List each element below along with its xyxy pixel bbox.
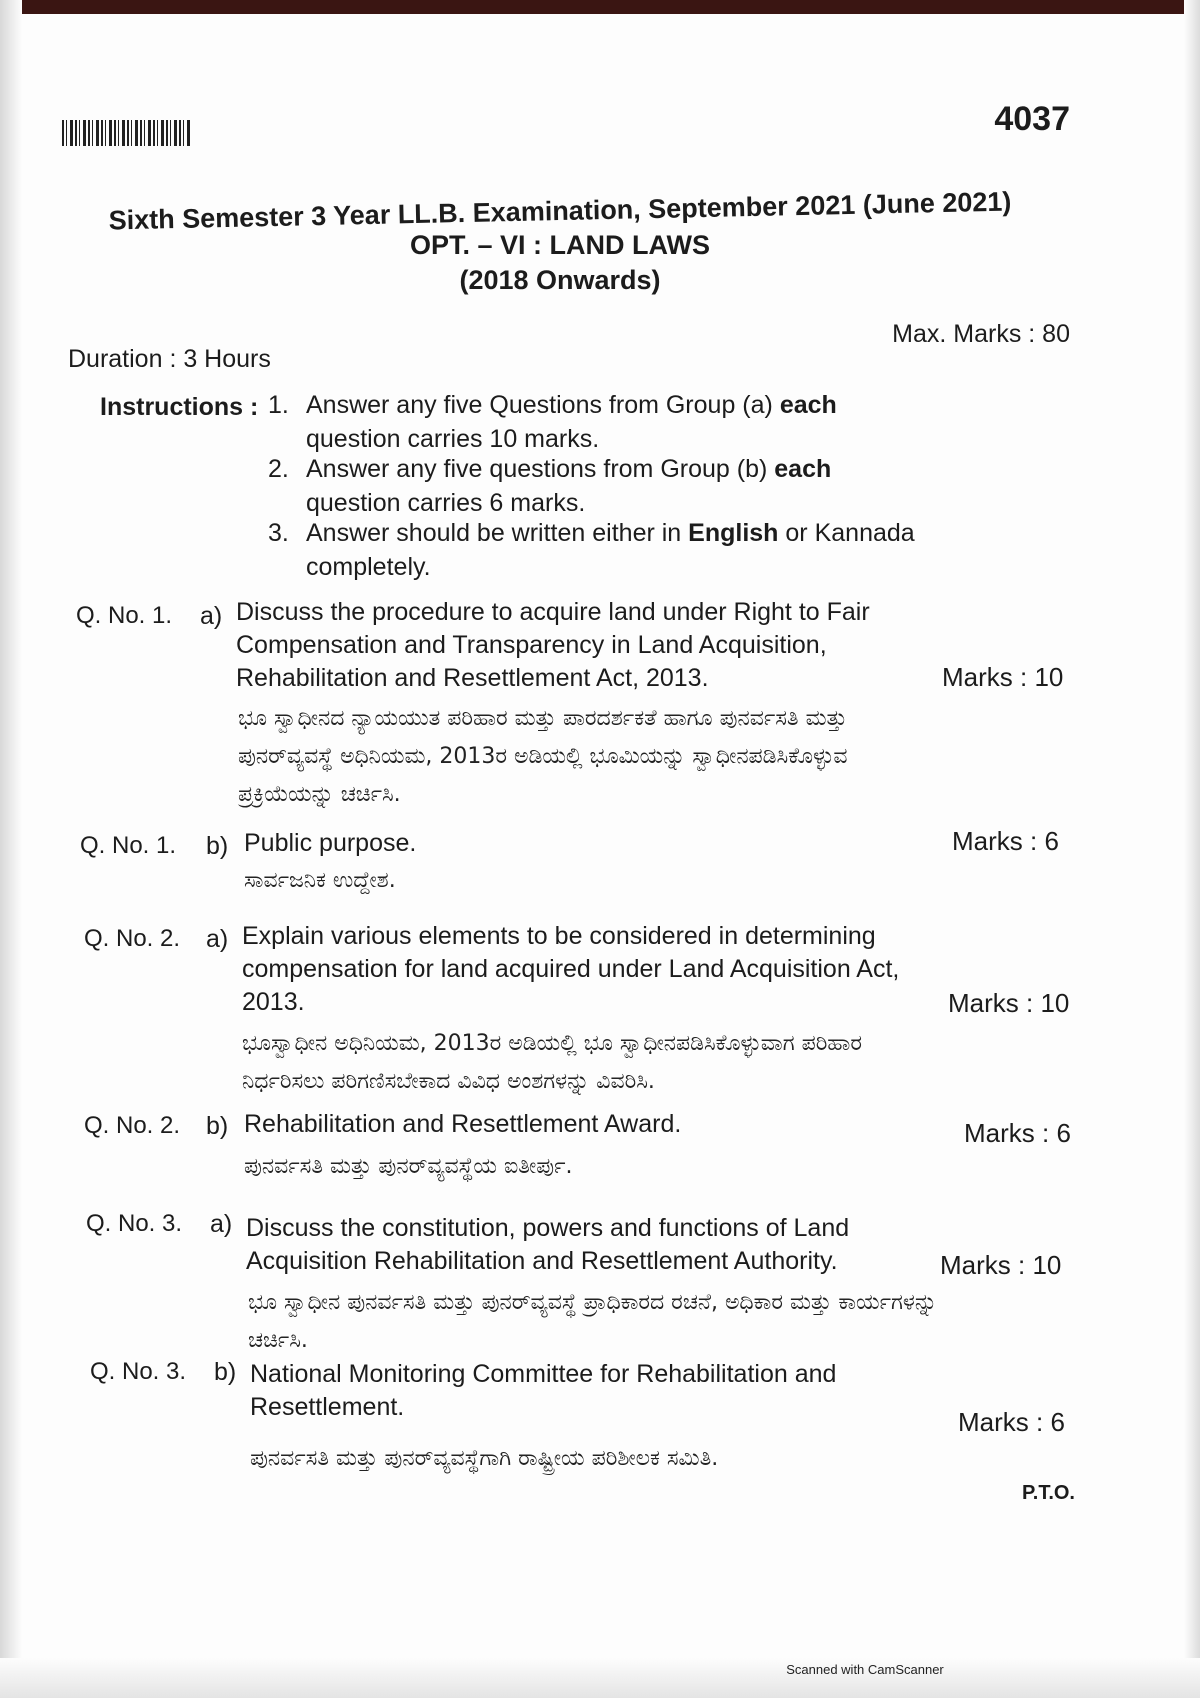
question-part: a): [206, 925, 229, 953]
question-marks: Marks : 6: [952, 826, 1059, 856]
instruction-number: 3.: [268, 519, 289, 547]
instruction-text: [306, 516, 928, 584]
instruction-text-end: question carries 6 marks.: [306, 489, 586, 517]
question-number: Q. No. 1.: [76, 602, 173, 629]
instruction-bold-word: each: [779, 391, 837, 419]
question-number: Q. No. 1.: [80, 832, 177, 859]
scheme-label: (2018 Onwards): [459, 265, 661, 295]
question-text-kannada: ಪುನರ್ವಸತಿ ಮತ್ತು ಪುನರ್‌ವ್ಯವಸ್ಥೆಯ ಐತೀರ್ಪು.: [244, 1154, 573, 1179]
question-text-kannada: ಭೂ ಸ್ವಾಧೀನ ಪುನರ್ವಸತಿ ಮತ್ತು ಪುನರ್‌ವ್ಯವಸ್ಥೆ ಪ್ರಾಧಿಕಾರದ ರಚನೆ, ಅಧಿಕಾರ ಮತ್ತು ಕಾರ್ಯಗಳನ್ನು ಚರ್ಚಿಸಿ.: [248, 1290, 938, 1353]
question-number: Q. No. 2.: [84, 1112, 181, 1139]
question-text-english: Rehabilitation and Resettlement Award.: [244, 1110, 682, 1138]
question-text-kannada: ಭೂ ಸ್ವಾಧೀನದ ನ್ಯಾಯಯುತ ಪರಿಹಾರ ಮತ್ತು ಪಾರದರ್ಶಕತೆ ಹಾಗೂ ಪುನರ್ವಸತಿ ಮತ್ತು ಪುನರ್‌ವ್ಯವಸ್ಥೆ ಅಧಿನಿಯಮ, 2013ರ ಅಡಿಯಲ್ಲಿ ಭೂಮಿಯನ್ನು ಸ್ವಾಧೀನಪಡಿಸಿಕೊಳ್ಳುವ ಪ್ರಕ್ರಿಯೆಯನ್ನು ಚರ್ಚಿಸಿ.: [238, 706, 848, 807]
question-text-english: Discuss the constitution, powers and functions of Land Acquisition Rehabilitation and Resettlement Authority.: [246, 1214, 850, 1275]
subject-title: OPT. – VI : LAND LAWS: [409, 230, 711, 260]
instruction-text-end: or Kannada completely.: [306, 519, 915, 581]
pto-label: P.T.O.: [1022, 1482, 1075, 1504]
duration: Duration : 3 Hours: [68, 345, 271, 373]
question-number: Q. No. 3.: [90, 1358, 187, 1385]
instruction-bold-word: each: [774, 455, 832, 483]
scan-bottom-edge: [0, 1658, 1200, 1698]
instruction-item: [268, 516, 928, 584]
max-marks: Max. Marks : 80: [892, 320, 1070, 348]
instruction-text-start: Answer any five questions from Group (b): [306, 455, 768, 483]
instruction-item: [268, 452, 928, 520]
question-part: a): [200, 602, 223, 630]
scanner-watermark: Scanned with CamScanner: [786, 1662, 944, 1677]
instruction-bold-word: English: [688, 519, 779, 547]
question-text-english: National Monitoring Committee for Rehabilitation and Resettlement.: [250, 1360, 837, 1421]
instruction-number: 1.: [268, 391, 289, 419]
instruction-text-start: Answer any five Questions from Group (a): [306, 391, 773, 419]
instruction-text-start: Answer should be written either in: [306, 519, 682, 547]
question-part: b): [206, 832, 229, 860]
question-marks: Marks : 10: [940, 1250, 1062, 1280]
instruction-item: [268, 388, 928, 456]
question-text-kannada: ಸಾರ್ವಜನಿಕ ಉದ್ದೇಶ.: [244, 868, 396, 893]
question-marks: Marks : 6: [958, 1407, 1065, 1437]
barcode-icon: [62, 120, 192, 146]
question-part: a): [210, 1210, 233, 1238]
paper-code: 4037: [994, 100, 1070, 138]
scan-top-border: [0, 0, 1200, 14]
exam-title: Sixth Semester 3 Year LL.B. Examination, September 2021 (June 2021): [108, 186, 1012, 236]
question-number: Q. No. 2.: [84, 925, 181, 952]
question-text-kannada: ಪುನರ್ವಸತಿ ಮತ್ತು ಪುನರ್‌ವ್ಯವಸ್ಥೆಗಾಗಿ ರಾಷ್ಟ್ರೀಯ ಪರಿಶೀಲಕ ಸಮಿತಿ.: [250, 1446, 719, 1471]
instruction-text-end: question carries 10 marks.: [306, 425, 600, 453]
instruction-text: [306, 452, 928, 520]
instruction-number: 2.: [268, 455, 289, 483]
question-number: Q. No. 3.: [86, 1210, 183, 1237]
question-marks: Marks : 10: [948, 988, 1070, 1018]
instructions-label: Instructions :: [100, 393, 259, 421]
scan-left-edge: [0, 0, 22, 1698]
question-marks: Marks : 10: [942, 662, 1064, 692]
instruction-text: [306, 388, 928, 456]
question-text-english: Explain various elements to be considered in determining compensation for land acquired under Land Acquisition Act, 2013.: [242, 922, 900, 1016]
question-marks: Marks : 6: [964, 1118, 1071, 1148]
question-text-english: Discuss the procedure to acquire land under Right to Fair Compensation and Transparency in Land Acquisition, Rehabilitation and Resettlement Act, 2013.: [236, 598, 870, 692]
scan-right-edge: [1184, 0, 1200, 1698]
question-part: b): [206, 1112, 229, 1140]
question-text-kannada: ಭೂಸ್ವಾಧೀನ ಅಧಿನಿಯಮ, 2013ರ ಅಡಿಯಲ್ಲಿ ಭೂ ಸ್ವಾಧೀನಪಡಿಸಿಕೊಳ್ಳುವಾಗ ಪರಿಹಾರ ನಿರ್ಧರಿಸಲು ಪರಿಗಣಿಸಬೇಕಾದ ವಿವಿಧ ಅಂಶಗಳನ್ನು ವಿವರಿಸಿ.: [242, 1031, 862, 1094]
question-part: b): [214, 1358, 237, 1386]
question-text-english: Public purpose.: [244, 829, 417, 857]
